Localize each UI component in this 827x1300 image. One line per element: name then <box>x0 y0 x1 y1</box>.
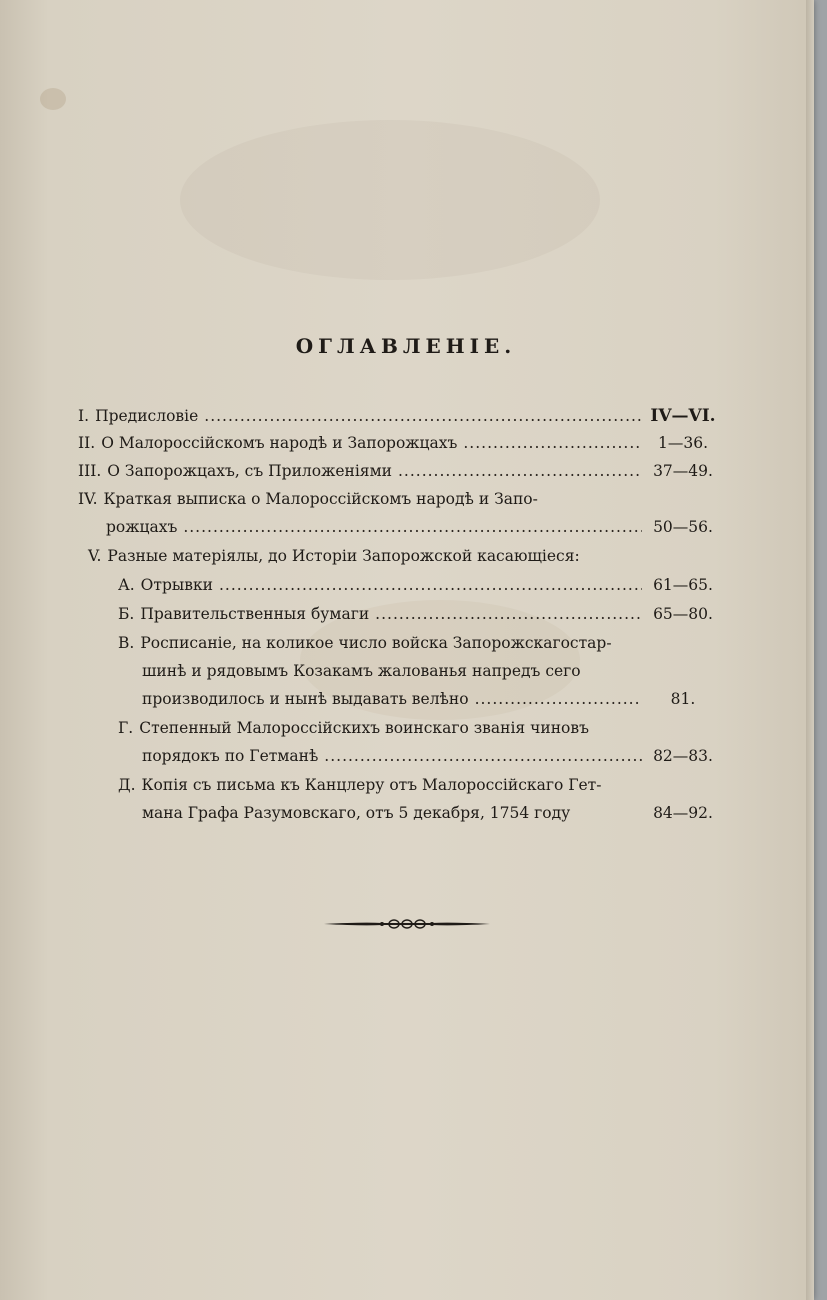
entry-title: О Запорожцахъ, съ Приложеніями <box>107 462 392 480</box>
entry-title-continued: мана Графа Разумовскаго, отъ 5 декабря, 1754 году <box>142 804 571 822</box>
entry-title: Росписаніе, на коликое число войска Запорожскагостар- <box>140 634 612 652</box>
page-edge <box>806 0 814 1300</box>
toc-subentry-a <box>118 576 718 600</box>
entry-pages: IV—VI. <box>650 406 716 426</box>
entry-number: Г. <box>118 719 134 737</box>
leader-dots <box>463 434 642 452</box>
entry-pages: 82—83. <box>653 747 713 765</box>
toc-entry-2 <box>78 434 718 458</box>
toc-subentry-d-continued <box>142 804 718 828</box>
toc-subentry-v <box>118 634 718 658</box>
toc-entry-3 <box>78 462 718 486</box>
entry-title: Краткая выписка о Малороссійскомъ народѣ и Запо- <box>103 490 538 508</box>
entry-number: III. <box>78 462 102 480</box>
leader-dots <box>398 462 642 480</box>
page-title: ОГЛАВЛЕНІЕ. <box>295 334 517 358</box>
entry-pages: 84—92. <box>653 804 713 822</box>
toc-subentry-d <box>118 776 718 800</box>
toc-subentry-g <box>118 719 718 743</box>
toc-subentry-v-continued-1 <box>142 662 718 686</box>
entry-title: Разные матеріялы, до Исторіи Запорожской касающіеся: <box>107 547 580 565</box>
leader-dots <box>475 690 642 708</box>
entry-title: Отрывки <box>140 576 213 594</box>
entry-number: I. <box>78 407 90 425</box>
entry-number: V. <box>88 547 102 565</box>
leader-dots <box>219 576 642 594</box>
leader-dots <box>183 518 642 536</box>
entry-pages: 61—65. <box>653 576 713 594</box>
show-through <box>180 120 600 280</box>
entry-pages: 37—49. <box>653 462 713 480</box>
leader-dots <box>324 747 642 765</box>
entry-pages: 1—36. <box>657 434 708 452</box>
entry-number: А. <box>118 576 135 594</box>
leader-dots <box>375 605 642 623</box>
toc-subentry-g-continued <box>142 747 718 771</box>
entry-title: Степенный Малороссійскихъ воинскаго званія чиновъ <box>139 719 589 737</box>
entry-title-continued: производилось и нынѣ выдавать велѣно <box>142 690 469 708</box>
leader-dots <box>204 407 642 425</box>
stain <box>40 88 66 110</box>
entry-title: О Малороссійскомъ народѣ и Запорожцахъ <box>101 434 458 452</box>
entry-pages: 50—56. <box>653 518 713 536</box>
ornament-divider-icon <box>322 912 492 936</box>
toc-entry-5 <box>88 547 718 571</box>
entry-number: В. <box>118 634 135 652</box>
entry-number: II. <box>78 434 96 452</box>
entry-title-continued: шинѣ и рядовымъ Козакамъ жалованья напредъ сего <box>142 662 581 680</box>
entry-pages: 65—80. <box>653 605 713 623</box>
entry-number: IV. <box>78 490 98 508</box>
entry-number: Д. <box>118 776 136 794</box>
toc-subentry-b <box>118 605 718 629</box>
entry-title-continued: порядокъ по Гетманѣ <box>142 747 319 765</box>
toc-subentry-v-continued-2 <box>142 690 718 714</box>
toc-entry-4 <box>78 490 718 514</box>
entry-title: Правительственныя бумаги <box>140 605 370 623</box>
entry-title: Предисловіе <box>95 407 199 425</box>
entry-pages: 81. <box>670 690 696 708</box>
entry-number: Б. <box>118 605 135 623</box>
entry-title-continued: рожцахъ <box>106 518 178 536</box>
toc-entry-1 <box>78 406 718 430</box>
toc-entry-4-continued <box>106 518 718 542</box>
entry-title: Копія съ письма къ Канцлеру отъ Малороссійскаго Гет- <box>141 776 602 794</box>
